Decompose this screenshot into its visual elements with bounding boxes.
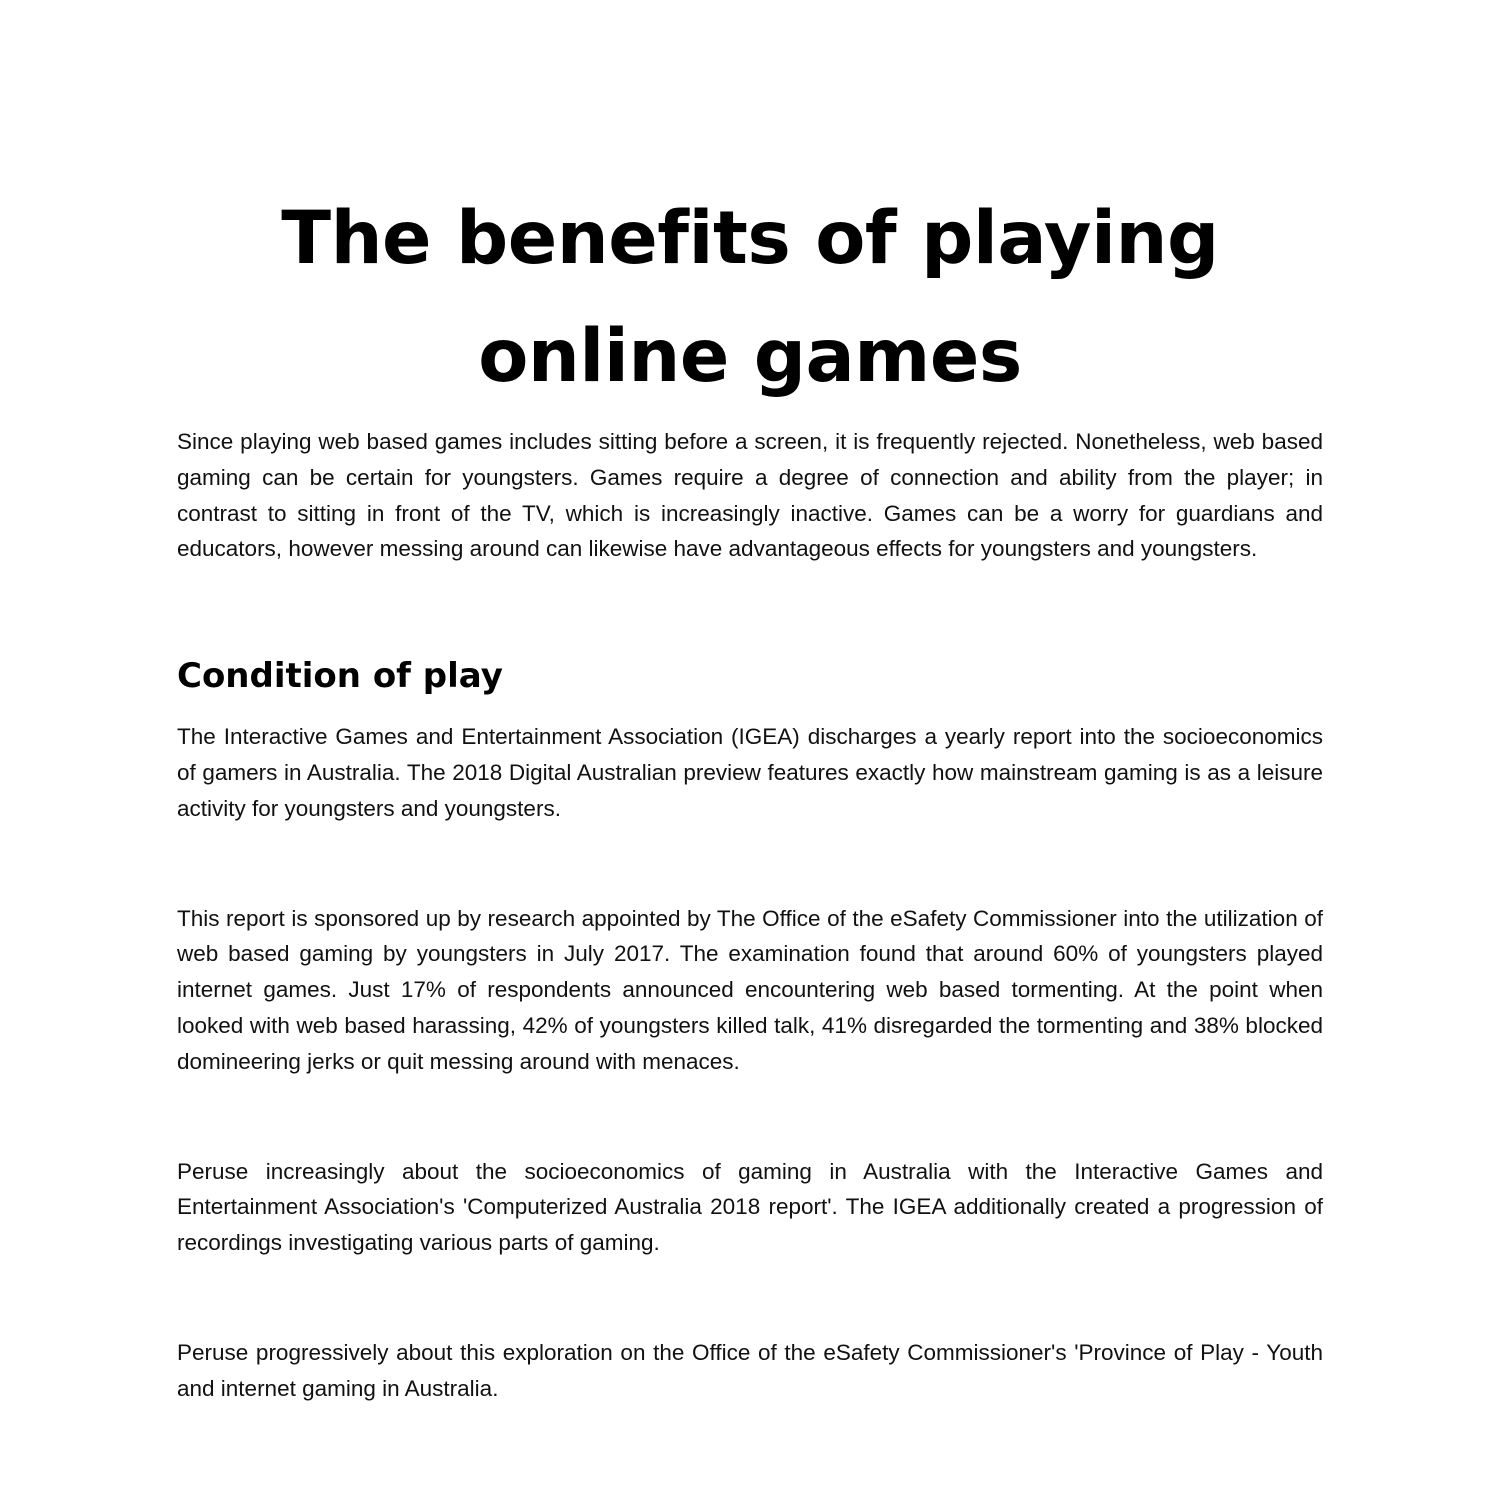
- document-title: The benefits of playing online games: [281, 196, 1219, 399]
- document-content: [177, 180, 1323, 1407]
- section-paragraph-1: The Interactive Games and Entertainment Association (IGEA) discharges a yearly report into the socioeconomics of gamers in Australia. The 2018 Digital Australian preview features exactly how mainstream gaming is as a leisure activity for youngsters and youngsters.: [177, 724, 1323, 821]
- section-heading: Condition of play: [177, 656, 503, 697]
- section-paragraph-4: Peruse progressively about this exploration on the Office of the eSafety Commissioner's 'Province of Play - Youth and internet gaming in Australia.: [177, 1339, 1323, 1401]
- section-paragraph-3: Peruse increasingly about the socioeconomics of gaming in Australia with the Interactive Games and Entertainment Association's 'Computerized Australia 2018 report'. The IGEA additionally created a progression of recordings investigating various parts of gaming.: [177, 1158, 1323, 1256]
- intro-paragraph: Since playing web based games includes sitting before a screen, it is frequently rejected. Nonetheless, web based gaming can be certain for youngsters. Games require a degree of connection and ability from the player; in contrast to sitting in front of the TV, which is increasingly inactive. Games can be a worry for guardians and educators, however messing around can likewise have advantageous effects for youngsters and youngsters.: [177, 429, 1323, 562]
- section-paragraph-2: This report is sponsored up by research appointed by The Office of the eSafety Commissioner into the utilization of web based gaming by youngsters in July 2017. The examination found that around 60% of youngsters played internet games. Just 17% of respondents announced encountering web based tormenting. At the point when looked with web based harassing, 42% of youngsters killed talk, 41% disregarded the tormenting and 38% blocked domineering jerks or quit messing around with menaces.: [177, 905, 1323, 1074]
